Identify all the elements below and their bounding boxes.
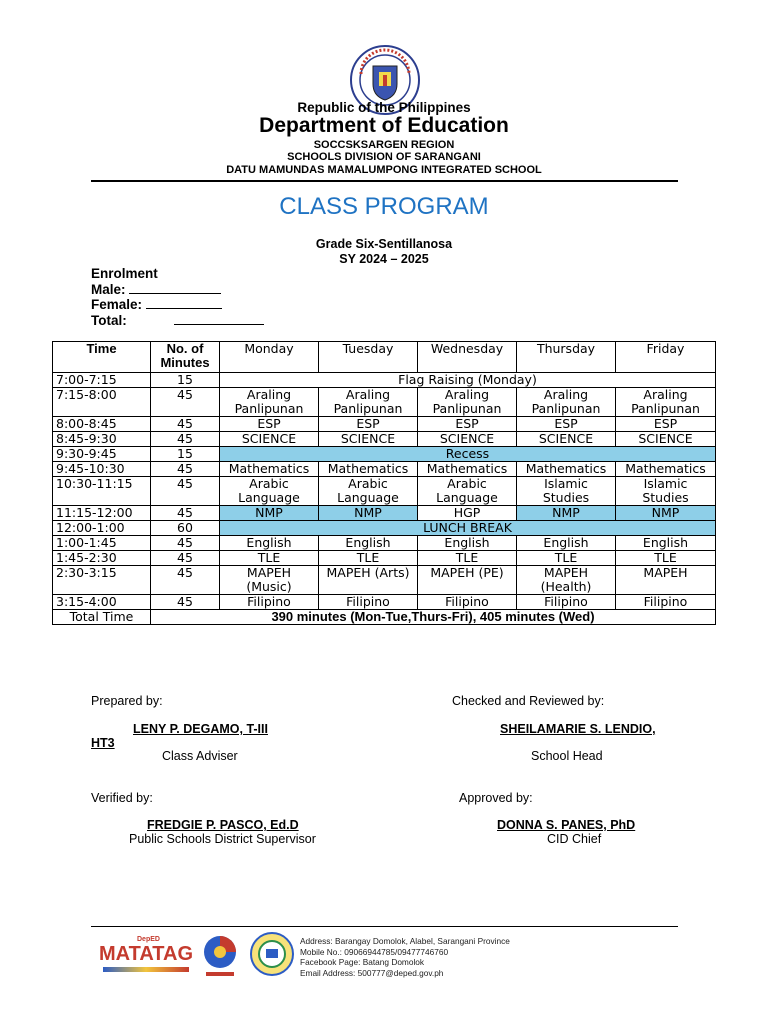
total-label: Total: (91, 312, 127, 328)
subject-cell: MAPEH (Music) (220, 566, 319, 595)
table-row (53, 595, 716, 610)
verified-by-name: FREDGIE P. PASCO, Ed.D (147, 818, 299, 832)
header-time: Time (53, 342, 151, 373)
footer-address: Address: Barangay Domolok, Alabel, Sarangani Province (300, 936, 510, 946)
subject-cell: SCIENCE (319, 432, 418, 447)
header-minutes: No. of Minutes (151, 342, 220, 373)
table-row (53, 432, 716, 447)
subject-cell: Islamic Studies (616, 477, 716, 506)
table-header-row (53, 342, 716, 373)
footer-facebook: Facebook Page: Batang Domolok (300, 957, 425, 967)
minutes-cell: 45 (151, 551, 220, 566)
minutes-cell: 45 (151, 417, 220, 432)
subject-cell: Filipino (220, 595, 319, 610)
subject-cell: TLE (517, 551, 616, 566)
republic-line: Republic of the Philippines (297, 100, 471, 115)
table-row (53, 506, 716, 521)
checked-by-name: SHEILAMARIE S. LENDIO, (500, 722, 656, 736)
school-line: DATU MAMUNDAS MAMALUMPONG INTEGRATED SCHOOL (226, 164, 542, 176)
minutes-cell: 45 (151, 462, 220, 477)
subject-cell: English (418, 536, 517, 551)
subject-cell: Araling Panlipunan (220, 388, 319, 417)
subject-cell: Araling Panlipunan (418, 388, 517, 417)
subject-cell: ESP (220, 417, 319, 432)
time-cell: 8:00-8:45 (53, 417, 151, 432)
approved-by-role: CID Chief (547, 832, 602, 846)
footer-mobile: Mobile No.: 09066944785/09477746760 (300, 946, 449, 957)
footer-divider (91, 926, 678, 927)
subject-cell: ESP (517, 417, 616, 432)
subject-cell: Araling Panlipunan (616, 388, 716, 417)
subject-cell: SCIENCE (220, 432, 319, 447)
span-activity-cell: Flag Raising (Monday) (220, 373, 716, 388)
time-cell: 8:45-9:30 (53, 432, 151, 447)
checked-by-role: School Head (531, 749, 603, 763)
subject-cell: ESP (616, 417, 716, 432)
subject-cell: TLE (220, 551, 319, 566)
male-blank[interactable] (129, 293, 221, 294)
table-row (53, 551, 716, 566)
time-cell: 10:30-11:15 (53, 477, 151, 506)
subject-cell: NMP (319, 506, 418, 521)
minutes-cell: 45 (151, 506, 220, 521)
page-title: CLASS PROGRAM (279, 193, 489, 220)
footer-contact (300, 936, 510, 978)
subject-cell: English (616, 536, 716, 551)
table-row (53, 388, 716, 417)
male-label: Male: (91, 281, 126, 297)
subject-cell: TLE (616, 551, 716, 566)
minutes-cell: 45 (151, 566, 220, 595)
subject-cell: NMP (517, 506, 616, 521)
prepared-by-role: Class Adviser (162, 749, 238, 763)
subject-cell: TLE (418, 551, 517, 566)
header-monday: Monday (220, 342, 319, 373)
region-line: SOCCSKSARGEN REGION (313, 139, 455, 151)
subject-cell: Araling Panlipunan (319, 388, 418, 417)
table-row (53, 477, 716, 506)
minutes-cell: 45 (151, 536, 220, 551)
subject-cell: Filipino (319, 595, 418, 610)
approved-by-name: DONNA S. PANES, PhD (497, 818, 636, 832)
table-row (53, 566, 716, 595)
header-wednesday: Wednesday (418, 342, 517, 373)
minutes-cell: 15 (151, 373, 220, 388)
minutes-cell: 45 (151, 432, 220, 447)
total-label-cell: Total Time (53, 610, 151, 625)
school-seal-logo (250, 932, 294, 976)
prepared-by-name: LENY P. DEGAMO, T-III (133, 722, 268, 736)
subject-cell: Arabic Language (418, 477, 517, 506)
subject-cell: Mathematics (319, 462, 418, 477)
header-divider (91, 180, 678, 182)
table-row (53, 521, 716, 536)
table-row (53, 447, 716, 462)
subject-cell: Mathematics (220, 462, 319, 477)
subject-cell: Filipino (418, 595, 517, 610)
time-cell: 1:00-1:45 (53, 536, 151, 551)
total-row (53, 610, 716, 625)
bagong-pilipinas-logo (200, 934, 240, 982)
table-row (53, 417, 716, 432)
class-program-table (52, 341, 716, 625)
table-body (53, 373, 716, 610)
verified-by-role: Public Schools District Supervisor (129, 832, 316, 846)
header-friday: Friday (616, 342, 716, 373)
subject-cell: Mathematics (616, 462, 716, 477)
header-thursday: Thursday (517, 342, 616, 373)
minutes-cell: 45 (151, 388, 220, 417)
verified-by-label: Verified by: (91, 791, 153, 805)
span-activity-cell: LUNCH BREAK (220, 521, 716, 536)
prepared-by-label: Prepared by: (91, 694, 163, 708)
table-row (53, 373, 716, 388)
subject-cell: English (517, 536, 616, 551)
subject-cell: MAPEH (Arts) (319, 566, 418, 595)
checked-by-name-cont: HT3 (91, 736, 115, 750)
subject-cell: SCIENCE (517, 432, 616, 447)
subject-cell: Islamic Studies (517, 477, 616, 506)
subject-cell: Arabic Language (220, 477, 319, 506)
subject-cell: ESP (418, 417, 517, 432)
subject-cell: NMP (616, 506, 716, 521)
time-cell: 9:30-9:45 (53, 447, 151, 462)
time-cell: 11:15-12:00 (53, 506, 151, 521)
footer-email: Email Address: 500777@deped.gov.ph (300, 967, 444, 978)
total-value-cell: 390 minutes (Mon-Tue,Thurs-Fri), 405 minutes (Wed) (151, 610, 716, 625)
matatag-logo: DepED MATATAG (99, 936, 194, 980)
subject-cell: MAPEH (616, 566, 716, 595)
subject-cell: English (220, 536, 319, 551)
subject-cell: Mathematics (517, 462, 616, 477)
minutes-cell: 15 (151, 447, 220, 462)
subject-cell: MAPEH (PE) (418, 566, 517, 595)
subject-cell: English (319, 536, 418, 551)
table-row (53, 536, 716, 551)
approved-by-label: Approved by: (459, 791, 533, 805)
time-cell: 9:45-10:30 (53, 462, 151, 477)
time-cell: 12:00-1:00 (53, 521, 151, 536)
table-row (53, 462, 716, 477)
minutes-cell: 45 (151, 477, 220, 506)
school-year: SY 2024 – 2025 (339, 252, 429, 266)
enrolment-heading: Enrolment (91, 266, 158, 281)
department-name: Department of Education (259, 114, 509, 137)
time-cell: 3:15-4:00 (53, 595, 151, 610)
minutes-cell: 45 (151, 595, 220, 610)
span-activity-cell: Recess (220, 447, 716, 462)
subject-cell: TLE (319, 551, 418, 566)
enrolment-block (91, 266, 264, 328)
subject-cell: Araling Panlipunan (517, 388, 616, 417)
subject-cell: Mathematics (418, 462, 517, 477)
grade-section: Grade Six-Sentillanosa (315, 237, 453, 251)
subject-cell: ESP (319, 417, 418, 432)
subject-cell: MAPEH (Health) (517, 566, 616, 595)
time-cell: 1:45-2:30 (53, 551, 151, 566)
subject-cell: Arabic Language (319, 477, 418, 506)
subject-cell: SCIENCE (418, 432, 517, 447)
subject-cell: SCIENCE (616, 432, 716, 447)
subject-cell: Filipino (517, 595, 616, 610)
total-blank[interactable] (174, 324, 264, 325)
subject-cell: NMP (220, 506, 319, 521)
checked-by-label: Checked and Reviewed by: (452, 694, 605, 708)
time-cell: 2:30-3:15 (53, 566, 151, 595)
time-cell: 7:15-8:00 (53, 388, 151, 417)
subject-cell: Filipino (616, 595, 716, 610)
female-label: Female: (91, 297, 143, 312)
minutes-cell: 60 (151, 521, 220, 536)
header-tuesday: Tuesday (319, 342, 418, 373)
division-line: SCHOOLS DIVISION OF SARANGANI (287, 151, 481, 163)
female-blank[interactable] (146, 308, 222, 309)
subject-cell: HGP (418, 506, 517, 521)
time-cell: 7:00-7:15 (53, 373, 151, 388)
